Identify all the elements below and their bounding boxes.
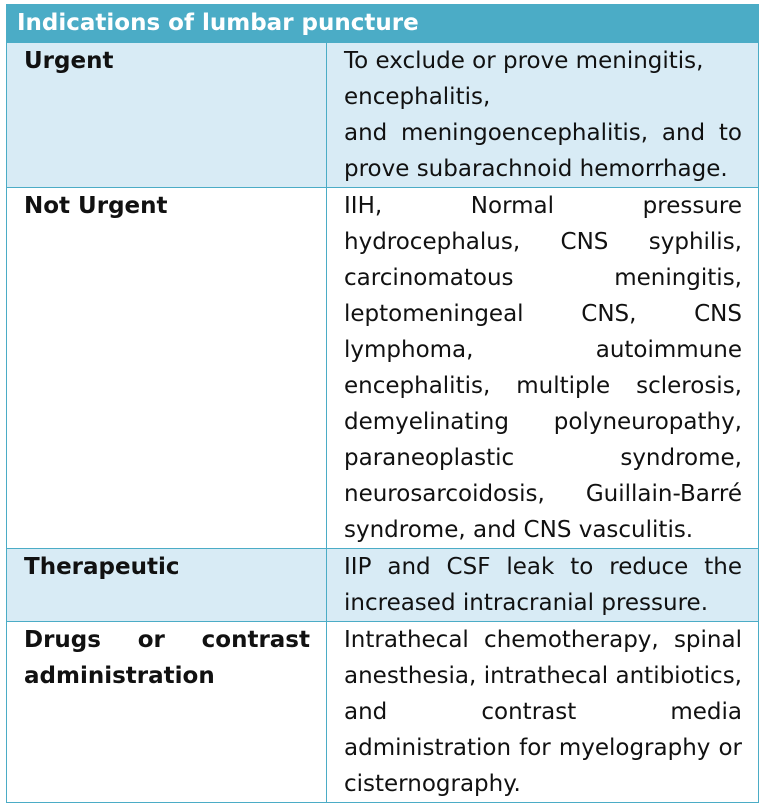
table-title: Indications of lumbar puncture [7,5,759,43]
row-label-urgent: Urgent [7,43,327,188]
row-label-therapeutic: Therapeutic [7,549,327,622]
table-row [7,43,759,188]
table-row [7,622,759,803]
row-label-not-urgent: Not Urgent [7,188,327,549]
row-text-therapeutic: IIP and CSF leak to reduce the increased intracranial pressure. [327,549,759,622]
indications-table [6,4,759,803]
row-text-drugs-or-contrast: Intrathecal chemotherapy, spinal anesthesia, intrathecal antibiotics, and contrast media administration for myelography or cisternography. [327,622,759,803]
row-text-urgent [327,43,759,188]
table-title-row [7,5,759,43]
row-text-not-urgent: IIH, Normal pressure hydrocephalus, CNS syphilis, carcinomatous meningitis, leptomeningeal CNS, CNS lymphoma, autoimmune encephalitis, multiple sclerosis, demyelinating polyneuropathy, paraneoplastic syndrome, neurosarcoidosis, Guillain-Barré syndrome, and CNS vasculitis. [327,188,759,549]
table-row [7,549,759,622]
row-label-drugs-or-contrast: Drugs or contrast administration [7,622,327,803]
table-row [7,188,759,549]
row-text-urgent-line-2: and meningoencephalitis, and to prove subarachnoid hemorrhage. [344,120,742,182]
indications-table-container [6,4,758,803]
row-text-urgent-line-1: To exclude or prove meningitis, encephalitis, [344,48,704,110]
